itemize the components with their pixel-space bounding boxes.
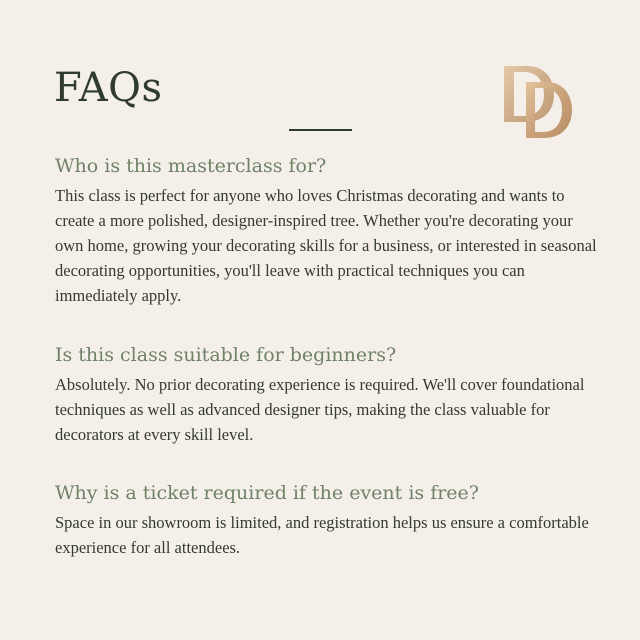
brand-logo [498, 62, 580, 144]
faq-answer: Space in our showroom is limited, and registration helps us ensure a comfortable experience for all attendees. [55, 513, 589, 557]
faq-item [55, 480, 600, 560]
faq-question: Why is a ticket required if the event is free? [55, 482, 479, 504]
faq-item [55, 153, 600, 308]
faq-item [55, 342, 600, 447]
faq-question: Is this class suitable for beginners? [55, 344, 397, 366]
faq-answer: This class is perfect for anyone who loves Christmas decorating and wants to create a more polished, designer-inspired tree. Whether you're decorating your own home, growing your decorating skills for a business, or interested in seasonal decorating opportunities, you'll leave with practical techniques you can immediately apply. [55, 186, 597, 305]
page-title: FAQs [54, 65, 163, 111]
dd-monogram-icon [498, 62, 580, 144]
faq-answer: Absolutely. No prior decorating experience is required. We'll cover foundational techniques as well as advanced designer tips, making the class valuable for decorators at every skill level. [55, 375, 585, 444]
faq-question: Who is this masterclass for? [55, 155, 327, 177]
title-divider [289, 129, 352, 131]
